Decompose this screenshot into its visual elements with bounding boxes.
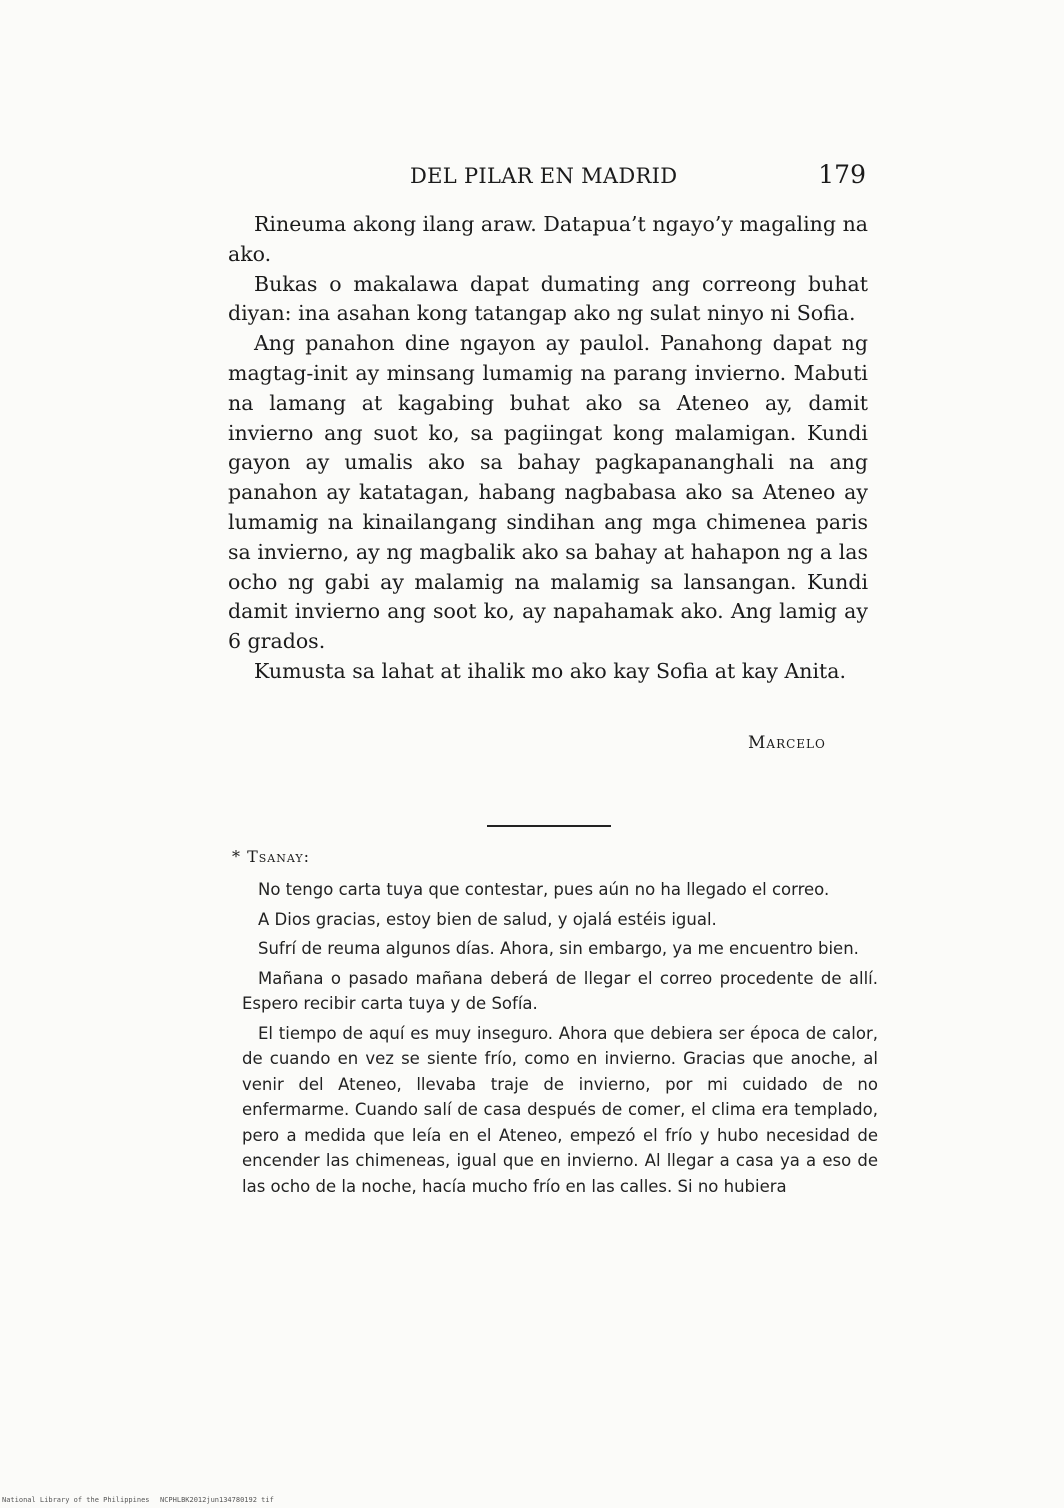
letter-paragraph: Kumusta sa lahat at ihalik mo ako kay Sofia at kay Anita. — [254, 658, 847, 683]
letter-paragraph: Ang panahon dine ngayon ay paulol. Panahong dapat ng magtag-init ay minsang lumamig na parang invierno. Mabuti na lamang at kagabing buhat ako sa Ateneo ay, damit invierno ang suot ko, sa pagiingat kong malamigan. Kundi gayon ay umalis ako sa bahay pagkapananghali na ang panahon ay katatagan, habang nagbabasa ako sa Ateneo ay lumamig na kinailangang sindihan ang mga chimenea paris sa invierno, ay ng magbalik ako sa bahay at hahapon ng a las ocho ng gabi ay malamig na malamig sa lansangan. Kundi damit invierno ang soot ko, ay napahamak ako. Ang lamig ay 6 grados. — [228, 331, 868, 654]
page-header — [228, 160, 868, 190]
translation-paragraph: Sufrí de reuma algunos días. Ahora, sin embargo, ya me encuentro bien. — [258, 939, 859, 958]
library-credit: National Library of the Philippines — [2, 1496, 150, 1504]
translation-body — [242, 877, 878, 1203]
page-number: 179 — [818, 160, 866, 189]
translation-salutation: * Tsanay: — [232, 847, 311, 866]
translation-paragraph: A Dios gracias, estoy bien de salud, y ojalá estéis igual. — [258, 909, 717, 929]
letter-signature: Marcelo — [748, 733, 826, 753]
letter-paragraph: Bukas o makalawa dapat dumating ang correong buhat diyan: ina asahan kong tatangap ako ng sulat ninyo ni Sofia. — [228, 271, 868, 326]
scan-identifier: NCPHLBK2012jun134780192 tif — [160, 1496, 274, 1504]
translation-paragraph: No tengo carta tuya que contestar, pues aún no ha llegado el correo. — [258, 880, 830, 899]
letter-body — [228, 210, 868, 687]
running-title: DEL PILAR EN MADRID — [410, 164, 678, 188]
translation-paragraph: El tiempo de aquí es muy inseguro. Ahora que debiera ser época de calor, de cuando en vez se siente frío, como en invierno. Gracias que anoche, al venir del Ateneo, llevaba traje de invierno, por mi cuidado de no enfermarme. Cuando salí de casa después de comer, el clima era templado, pero a medida que leía en el Ateneo, empezó el frío y hubo necesidad de encender las chimeneas, igual que en invierno. Al llegar a casa ya a eso de las ocho de la noche, hacía mucho frío en las calles. Si no hubiera — [242, 1023, 878, 1196]
letter-paragraph: Rineuma akong ilang araw. Datapua’t ngayo’y magaling na ako. — [228, 212, 868, 266]
section-divider — [487, 825, 611, 827]
translation-paragraph: Mañana o pasado mañana deberá de llegar el correo procedente de allí. Espero recibir carta tuya y de Sofía. — [242, 968, 878, 1013]
